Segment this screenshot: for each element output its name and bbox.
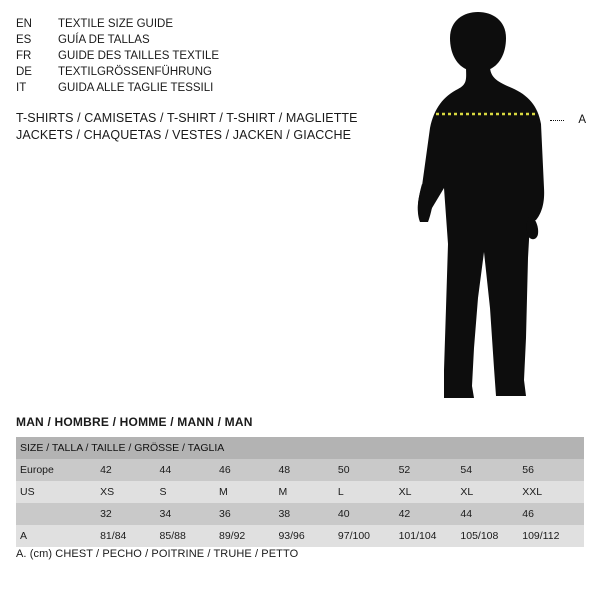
cell: 52 [399, 459, 461, 481]
row-label: Europe [16, 459, 100, 481]
cell: XL [399, 481, 461, 503]
category-jackets: JACKETS / CHAQUETAS / VESTES / JACKEN / GIACCHE [16, 128, 352, 143]
language-title-table [16, 18, 219, 98]
table-row [16, 525, 584, 547]
cell: 32 [100, 503, 159, 525]
table-row [16, 481, 584, 503]
cell: S [160, 481, 219, 503]
row-label: A [16, 525, 100, 547]
cell: M [219, 481, 278, 503]
cell: XXL [522, 481, 584, 503]
cell: 48 [278, 459, 337, 481]
footnote: A. (cm) CHEST / PECHO / POITRINE / TRUHE / PETTO [16, 548, 299, 560]
cell: 97/100 [338, 525, 399, 547]
male-figure-icon [378, 8, 588, 408]
size-table [16, 437, 584, 547]
cell: 89/92 [219, 525, 278, 547]
cell: M [278, 481, 337, 503]
cell: 42 [399, 503, 461, 525]
table-row [16, 459, 584, 481]
cell: 81/84 [100, 525, 159, 547]
language-code: ES [16, 34, 32, 47]
language-text: GUÍA DE TALLAS [58, 34, 150, 47]
cell: 85/88 [160, 525, 219, 547]
language-code: EN [16, 18, 32, 30]
language-row [16, 34, 219, 50]
cell: 44 [460, 503, 522, 525]
language-code: DE [16, 66, 32, 79]
cell: 109/112 [522, 525, 584, 547]
cell: 46 [219, 459, 278, 481]
language-code: FR [16, 50, 32, 63]
cell: 56 [522, 459, 584, 481]
cell: 34 [160, 503, 219, 525]
language-row [16, 66, 219, 82]
cell: 44 [160, 459, 219, 481]
size-header-label: SIZE / TALLA / TAILLE / GRÖSSE / TAGLIA [16, 437, 584, 459]
category-tshirts: T-SHIRTS / CAMISETAS / T-SHIRT / T-SHIRT / MAGLIETTE [16, 111, 358, 126]
chest-leader-line [550, 120, 564, 121]
cell: 54 [460, 459, 522, 481]
cell: 105/108 [460, 525, 522, 547]
chest-marker-label: A [578, 114, 586, 126]
cell: 101/104 [399, 525, 461, 547]
row-label [16, 503, 100, 525]
cell: 50 [338, 459, 399, 481]
table-header-row [16, 437, 584, 459]
table-title: MAN / HOMBRE / HOMME / MANN / MAN [16, 415, 253, 429]
cell: 46 [522, 503, 584, 525]
cell: 36 [219, 503, 278, 525]
cell: XL [460, 481, 522, 503]
language-text: GUIDE DES TAILLES TEXTILE [58, 50, 220, 63]
language-row [16, 50, 219, 66]
language-text: TEXTILE SIZE GUIDE [58, 18, 174, 30]
cell: 42 [100, 459, 159, 481]
cell: 38 [278, 503, 337, 525]
language-text: GUIDA ALLE TAGLIE TESSILI [58, 82, 214, 95]
language-code: IT [16, 82, 27, 95]
cell: L [338, 481, 399, 503]
table-row [16, 503, 584, 525]
cell: 40 [338, 503, 399, 525]
language-text: TEXTILGRÖSSENFÜHRUNG [58, 66, 212, 79]
cell: 93/96 [278, 525, 337, 547]
cell: XS [100, 481, 159, 503]
language-row [16, 82, 219, 98]
row-label: US [16, 481, 100, 503]
body-silhouette [378, 8, 588, 408]
language-row [16, 18, 219, 34]
